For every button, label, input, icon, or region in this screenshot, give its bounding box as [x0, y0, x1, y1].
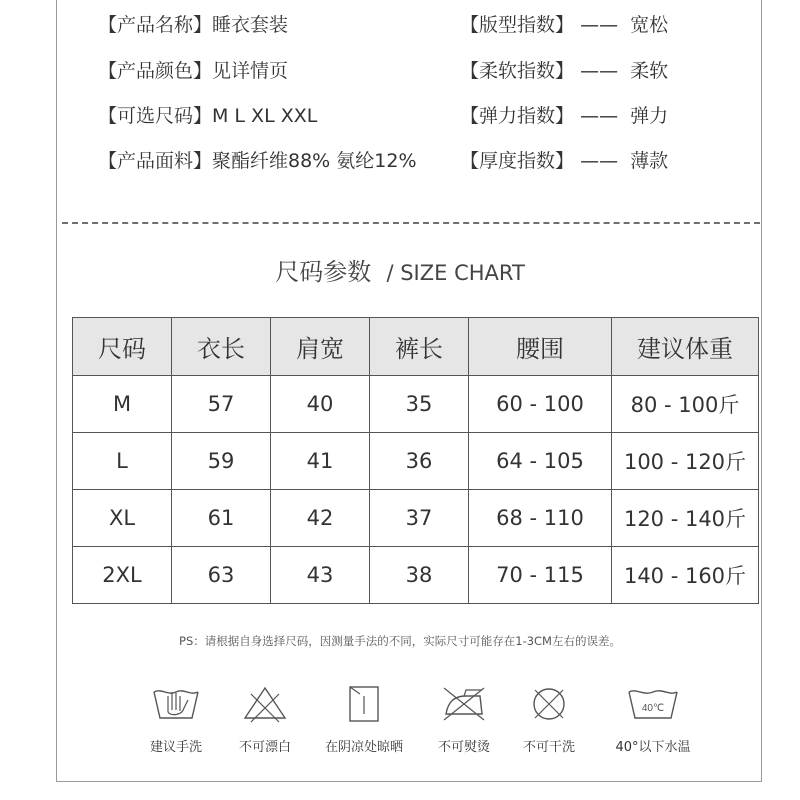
table-cell: 64 - 105	[469, 433, 612, 490]
care-label: 40°以下水温	[615, 740, 691, 755]
index-label: 【柔软指数】	[460, 60, 575, 82]
index-softness	[460, 59, 668, 83]
care-shade-dry	[309, 684, 419, 755]
table-cell: 61	[172, 490, 271, 547]
table-cell: 63	[172, 547, 271, 604]
index-dash: ——	[580, 105, 619, 127]
care-no-dry-clean	[494, 684, 604, 755]
table-cell: 42	[271, 490, 370, 547]
care-label: 在阴凉处晾晒	[324, 740, 403, 755]
shade-dry-icon	[336, 684, 392, 724]
size-chart-title-cn: 尺码参数	[275, 258, 372, 286]
header-weight: 建议体重	[612, 318, 759, 376]
table-cell: 36	[370, 433, 469, 490]
table-cell: 140 - 160斤	[612, 547, 759, 604]
table-cell: 38	[370, 547, 469, 604]
index-dash: ——	[580, 150, 619, 172]
no-iron-icon	[436, 684, 492, 724]
index-value: 宽松	[630, 14, 669, 36]
care-label: 建议手洗	[149, 740, 202, 755]
index-label: 【弹力指数】	[460, 105, 575, 127]
dashed-divider	[62, 222, 760, 224]
no-bleach-icon	[237, 684, 293, 724]
table-cell: 120 - 140斤	[612, 490, 759, 547]
table-cell: 40	[271, 376, 370, 433]
table-cell: 2XL	[73, 547, 172, 604]
size-table	[72, 317, 759, 604]
table-cell: 70 - 115	[469, 547, 612, 604]
table-cell: 35	[370, 376, 469, 433]
header-pants-length: 裤长	[370, 318, 469, 376]
header-length: 衣长	[172, 318, 271, 376]
table-cell: 60 - 100	[469, 376, 612, 433]
table-cell: 100 - 120斤	[612, 433, 759, 490]
index-dash: ——	[580, 14, 619, 36]
header-shoulder: 肩宽	[271, 318, 370, 376]
care-wash-40	[598, 684, 708, 755]
table-cell: 43	[271, 547, 370, 604]
wash-40-icon	[625, 684, 681, 724]
index-value: 柔软	[630, 60, 669, 82]
index-thickness	[460, 149, 668, 173]
table-cell: M	[73, 376, 172, 433]
care-no-bleach	[210, 684, 320, 755]
table-row	[73, 547, 759, 604]
size-chart-title	[0, 252, 800, 287]
table-cell: 57	[172, 376, 271, 433]
info-sizes: 【可选尺码】M L XL XXL	[98, 105, 318, 127]
info-product-color: 【产品颜色】见详情页	[98, 60, 289, 82]
size-chart-title-en: / SIZE CHART	[386, 261, 525, 285]
table-cell: 41	[271, 433, 370, 490]
info-fabric: 【产品面料】聚酯纤维88% 氨纶12%	[98, 150, 417, 172]
index-dash: ——	[580, 60, 619, 82]
header-size: 尺码	[73, 318, 172, 376]
table-cell: XL	[73, 490, 172, 547]
care-label: 不可漂白	[238, 740, 291, 755]
info-product-name: 【产品名称】睡衣套装	[98, 14, 289, 36]
table-row	[73, 433, 759, 490]
index-value: 薄款	[630, 150, 669, 172]
index-label: 【厚度指数】	[460, 150, 575, 172]
header-waist: 腰围	[469, 318, 612, 376]
index-fit	[460, 13, 668, 37]
table-cell: 59	[172, 433, 271, 490]
table-cell: L	[73, 433, 172, 490]
table-cell: 37	[370, 490, 469, 547]
care-label: 不可熨烫	[437, 740, 490, 755]
table-row	[73, 376, 759, 433]
wash-temp-label: 40℃	[641, 703, 665, 714]
measurement-note: PS：请根据自身选择尺码，因测量手法的不同，实际尺寸可能存在1-3CM左右的误差。	[179, 634, 621, 648]
table-cell: 68 - 110	[469, 490, 612, 547]
index-label: 【版型指数】	[460, 14, 575, 36]
table-cell: 80 - 100斤	[612, 376, 759, 433]
table-header-row	[73, 318, 759, 376]
care-label: 不可干洗	[522, 740, 575, 755]
no-dry-clean-icon	[521, 684, 577, 724]
index-value: 弹力	[630, 105, 669, 127]
hand-wash-icon	[148, 684, 204, 724]
index-elasticity	[460, 104, 668, 128]
table-row	[73, 490, 759, 547]
